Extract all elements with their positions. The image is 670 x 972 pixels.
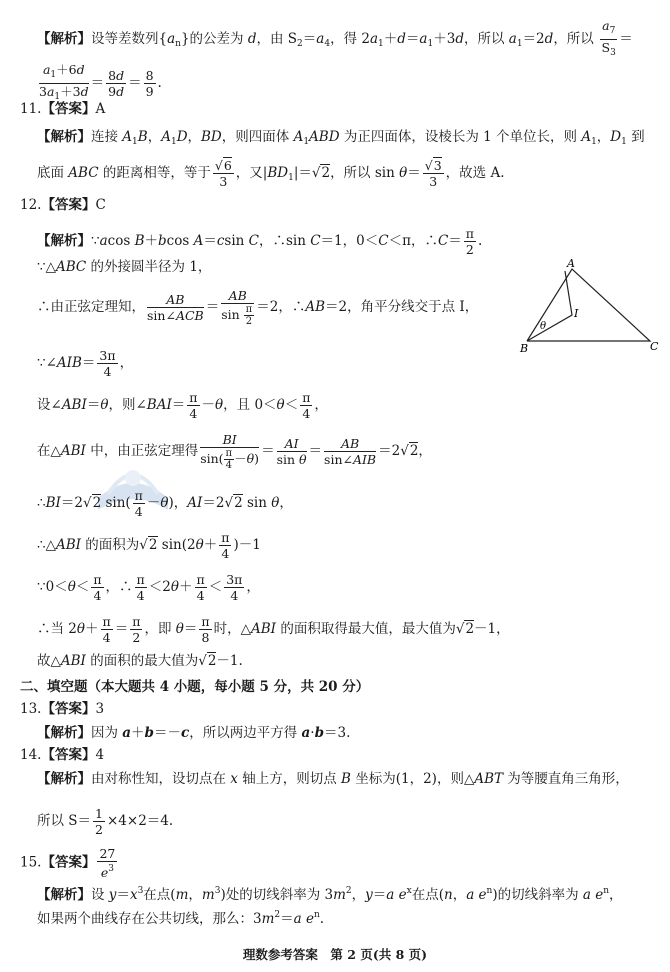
section-2-title: 二、填空题（本大题共 4 小题，每小题 5 分，共 20 分）	[20, 679, 370, 695]
answer-12: 12.【答案】C	[20, 197, 106, 213]
answer-14: 14.【答案】4	[20, 747, 105, 763]
answer-11: 11.【答案】A	[20, 101, 106, 117]
label-a: A	[567, 257, 575, 270]
line-9: 设∠ABI＝θ，则∠BAI＝ $\frac{\pi}{4}$ －θ，且 0＜θ＜ $\frac{\pi}{4}$ ，	[37, 390, 328, 421]
line-4: 底面 ABC 的距离相等，等于 $\frac{√6}{3}$ ，又$|BD_1|=√2$，所以 sin θ＝ $\frac{√3}{3}$ ，故选 A.	[37, 158, 505, 189]
line-10: 在△ABI 中，由正弦定理得 BI sin( $\frac{\pi}{4}$ －θ) ＝ $\frac{AI}{\text{sin θ}}$ ＝ $\frac{AB}{\text{sin∠AIB}}$ ＝2√2，	[37, 432, 432, 471]
line-16: 【解析】因为 a＋b＝－c，所以两边平方得 a·b＝3.	[37, 725, 351, 741]
line-5: 【解析】∵acos B＋bcos A＝csin C，∴sin C＝1，0＜C＜π，∴C＝ $\frac{\pi}{2}$ .	[37, 226, 483, 257]
line-18: 所以 S＝ $\frac{1}{2}$ ×4×2＝4.	[37, 806, 174, 837]
page-footer: 理数参考答案 第 2 页(共 8 页)	[242, 947, 428, 962]
line-13: ∵0＜θ＜ $\frac{\pi}{4}$ ，∴ $\frac{\pi}{4}$ ＜2θ＋ $\frac{\pi}{4}$ ＜ $\frac{3\pi}{4}$ ，	[37, 572, 260, 603]
triangle-figure	[512, 255, 662, 355]
line-7: ∴由正弦定理知， $\frac{AB}{\text{sin∠ACB}}$ ＝ AB sin $\frac{\pi}{2}$ ＝2，∴AB＝2，角平分线交于点 I，	[37, 288, 479, 327]
line-15: 故△ABI 的面积的最大值为√2－1.	[37, 653, 243, 669]
line-2: $\frac{a_1+6d}{3a_1+3d}$ ＝ $\frac{8d}{9d}$ ＝ $\frac{8}{9}$ .	[39, 62, 162, 102]
line-6: ∵△ABC 的外接圆半径为 1，	[37, 259, 212, 275]
line-19: 【解析】设 $y=x^3$在点(m，$m^3$)处的切线斜率为 $3m^2$，y＝a $e^x$在点(n，a $e^n$)的切线斜率为 a $e^n$，	[37, 886, 623, 903]
label-theta: θ	[540, 321, 547, 332]
line-12: ∴△ABI 的面积为√2 sin(2θ＋ $\frac{\pi}{4}$ )－1	[37, 530, 261, 561]
answer-15: 15.【答案】 $\frac{27}{e^3}$	[20, 846, 116, 880]
label-i: I	[574, 307, 579, 320]
line-1: 【解析】设等差数列$\{a_n\}$的公差为 d，由 $S_2=a_4$，得 $2a_1+d=a_1+3d$，所以 $a_1=2d$，所以 $\frac{a_7}{S_3}$ ＝	[37, 18, 633, 58]
label-b: B	[520, 342, 529, 355]
line-3: 【解析】连接 $A_1B$，$A_1D$，BD，则四面体 $A_1ABD$ 为正四面体，设棱长为 1 个单位长，则 $A_1$，$D_1$ 到	[37, 129, 645, 147]
label-c: C	[650, 340, 659, 353]
line-11: ∴BI＝2√2 sin( $\frac{\pi}{4}$ －θ)，AI＝2√2 sin θ，	[37, 488, 293, 519]
line-17: 【解析】由对称性知，设切点在 x 轴上方，则切点 B 坐标为(1，2)，则△ABT 为等腰直角三角形，	[37, 771, 629, 787]
line-8: ∵∠AIB＝ $\frac{3\pi}{4}$ ，	[37, 348, 134, 379]
line-14: ∴当 2θ＋ $\frac{\pi}{4}$ ＝ $\frac{\pi}{2}$ ，即 θ＝ $\frac{\pi}{8}$ 时，△ABI 的面积取得最大值，最大值为√2－1，	[37, 614, 510, 645]
line-20: 如果两个曲线存在公共切线，那么：$3m^2=a$ $e^n$.	[37, 910, 325, 927]
answer-13: 13.【答案】3	[20, 701, 105, 717]
